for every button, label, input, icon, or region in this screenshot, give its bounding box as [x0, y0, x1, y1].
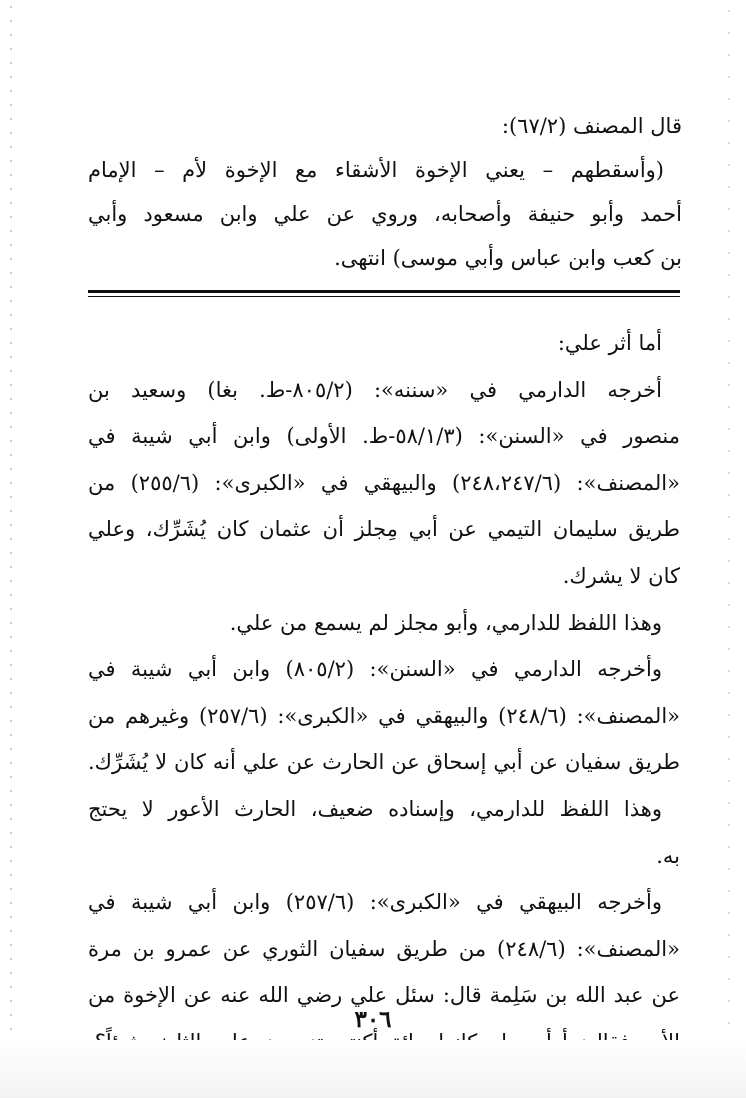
body-line: وهذا اللفظ للدارمي، وأبو مجلز لم يسمع من علي.	[229, 610, 662, 635]
body-line: أما أثر علي:	[557, 331, 662, 355]
page-bottom-shade	[0, 1040, 746, 1098]
body-line: وأخرجه الدارمي في «السنن»: (٨٠٥/٢) وابن أبي شيبة في	[88, 657, 663, 682]
spine-dots	[728, 0, 730, 1098]
page-number: ٣٠٦	[354, 1006, 392, 1033]
body-line: وهذا اللفظ للدارمي، وإسناده ضعيف، الحارث الأعور لا يحتج	[88, 796, 662, 821]
commentary-text	[88, 320, 680, 1066]
body-line: طريق سفيان عن أبي إسحاق عن الحارث عن علي أنه كان لا يُشَرِّك.	[88, 750, 680, 775]
body-line: «المصنف»: (٢٤٨/٦) والبيهقي في «الكبرى»: (٢٥٧/٦) وغيرهم من	[88, 703, 680, 728]
quote-heading: قال المصنف (٦٧/٢):	[501, 114, 682, 138]
quote-line: بن كعب وابن عباس وأبي موسى) انتهى.	[334, 246, 682, 270]
body-line: وأخرجه البيهقي في «الكبرى»: (٢٥٧/٦) وابن أبي شيبة في	[88, 890, 662, 915]
quote-line: (وأسقطهم – يعني الإخوة الأشقاء مع الإخوة لأم – الإمام	[88, 158, 664, 182]
section-divider-thin	[88, 296, 680, 297]
author-quote	[88, 104, 682, 280]
body-line: طريق سليمان التيمي عن أبي مِجلز أن عثمان كان يُشَرِّك، وعلي	[88, 517, 680, 542]
body-line: أخرجه الدارمي في «سننه»: (٨٠٥/٢-ط. بغا) وسعيد بن	[88, 377, 663, 402]
body-line: عن عبد الله بن سَلِمة قال: سئل علي رضي الله عنه عن الإخوة من	[88, 983, 680, 1008]
body-line: به.	[656, 843, 680, 868]
body-line: كان لا يشرك.	[562, 563, 680, 588]
quote-line: أحمد وأبو حنيفة وأصحابه، وروي عن علي وابن مسعود وأبي	[88, 202, 682, 226]
section-divider-thick	[88, 290, 680, 293]
body-line: «المصنف»: (٢٤٨/٦) من طريق سفيان الثوري عن عمرو بن مرة	[88, 936, 680, 961]
body-line: «المصنف»: (٢٤٨،٢٤٧/٦) والبيهقي في «الكبرى»: (٢٥٥/٦) من	[88, 470, 680, 495]
margin-dots	[10, 0, 12, 1098]
body-line: منصور في «السنن»: (٥٨/١/٣-ط. الأولى) وابن أبي شيبة في	[88, 424, 681, 449]
